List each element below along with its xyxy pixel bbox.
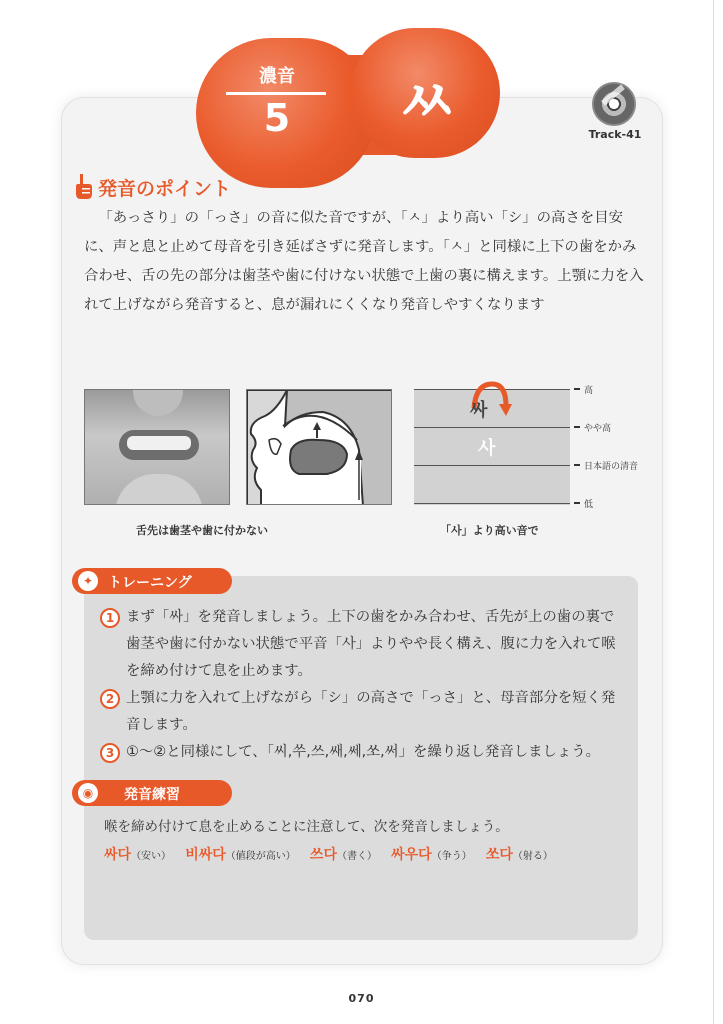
tongue-diagram-svg xyxy=(247,390,392,505)
step-text: まず「싸」を発音しましょう。上下の歯をかみ合わせ、舌先が上の歯の裏で歯茎や歯に付かない状態で平音「사」よりやや長く構え、腹に力を入れて喉を締め付けて息を止めます。 xyxy=(126,609,616,679)
practice-intro: 喉を締め付けて息を止めることに注意して、次を発音しましょう。 xyxy=(104,819,509,835)
pitch-label-low: 低 xyxy=(584,500,594,510)
step-text: 上顎に力を入れて上げながら「シ」の高さで「っさ」と、母音部分を短く発音します。 xyxy=(126,690,616,733)
step-number: 1 xyxy=(100,608,120,628)
training-step-1 xyxy=(100,604,620,685)
word-korean: 싸다 xyxy=(104,847,132,863)
pitch-line-mid-high xyxy=(414,427,570,428)
mouth-icon: ◉ xyxy=(78,783,98,803)
page-number: 070 xyxy=(348,992,375,1005)
word-korean: 쏘다 xyxy=(485,847,513,863)
header-divider xyxy=(226,92,326,95)
point-title: 発音のポイント xyxy=(98,178,232,200)
word-korean: 비싸다 xyxy=(185,847,226,863)
page-edge xyxy=(713,0,714,1024)
mouth-photo xyxy=(84,389,230,505)
pitch-label-japanese: 日本語の清音 xyxy=(584,462,639,472)
training-step-3 xyxy=(100,739,620,766)
tongue-diagram xyxy=(246,389,392,505)
pitch-line-low xyxy=(414,503,570,504)
pitch-tick xyxy=(574,426,580,428)
word-korean: 쓰다 xyxy=(309,847,337,863)
photo-nose xyxy=(133,390,183,416)
point-text xyxy=(84,204,644,320)
pitch-line-japanese xyxy=(414,465,570,466)
word-meaning: （安い） xyxy=(131,851,172,862)
word-meaning: （値段が高い） xyxy=(225,851,296,862)
caption-pitch: 「사」より高い音で xyxy=(440,524,539,537)
word-meaning: （争う） xyxy=(431,851,472,862)
point-paragraph: 「あっさり」の「っさ」の音に似た音ですが、「ㅅ」より高い「シ」の高さを目安に、声と息と止めて母音を引き延ばさずに発音します。「ㅅ」と同様に上下の歯をかみ合わせ、舌の先の部分は歯茎や歯に付けない状態で上歯の裏に構えます。上顎に力を入れて上げながら発音すると、息が漏れにくくなり発音しやすくなります xyxy=(84,210,644,313)
hangul-letter: ㅆ xyxy=(398,67,456,137)
pointing-hand-icon xyxy=(72,172,94,200)
consonant-category: 濃音 xyxy=(259,66,295,87)
syllable-sa: 사 xyxy=(478,438,496,459)
practice-words xyxy=(104,844,563,864)
pitch-label-high: 高 xyxy=(584,386,594,396)
training-step-2 xyxy=(100,685,620,739)
pitch-tick xyxy=(574,464,580,466)
syllable-ssa: 싸 xyxy=(470,400,488,421)
step-text: ①～②と同様にして、「씨,쑤,쓰,쌔,쎄,쏘,써」を繰り返し発音しましょう。 xyxy=(126,744,601,760)
track-label: Track-41 xyxy=(588,128,642,141)
step-number: 2 xyxy=(100,689,120,709)
photo-teeth xyxy=(127,436,191,450)
step-number: 3 xyxy=(100,743,120,763)
caption-tongue: 舌先は歯茎や歯に付かない xyxy=(136,524,268,537)
dumbbell-icon: ✦ xyxy=(78,571,98,591)
pitch-label-mid-high: やや高 xyxy=(584,424,612,434)
word-meaning: （書く） xyxy=(336,851,377,862)
photo-chin xyxy=(115,474,203,505)
practice-tab xyxy=(72,780,232,806)
training-tab xyxy=(72,568,232,594)
pitch-tick xyxy=(574,502,580,504)
word-meaning: （射る） xyxy=(512,851,553,862)
training-tab-label: トレーニング xyxy=(108,575,192,591)
word-korean: 싸우다 xyxy=(391,847,432,863)
practice-tab-label: 発音練習 xyxy=(124,787,180,803)
pitch-tick xyxy=(574,388,580,390)
lesson-number: 5 xyxy=(263,96,291,140)
